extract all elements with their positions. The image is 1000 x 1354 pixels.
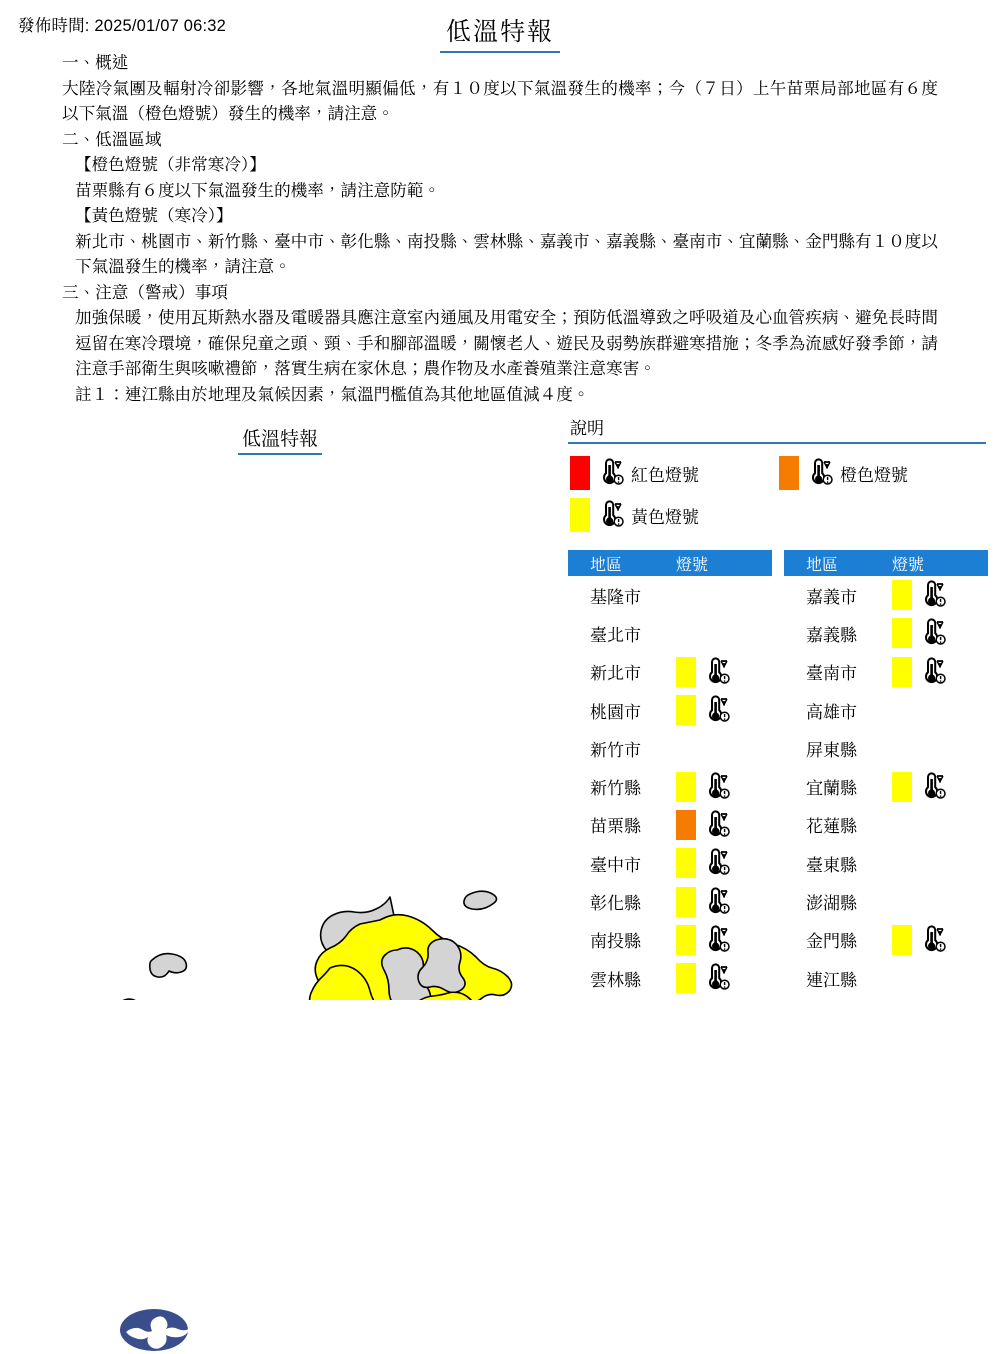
region-name: 臺北市 [590,625,641,645]
advisory-body [0,50,1000,407]
signal-swatch-yellow [676,657,696,687]
signal-cell [676,772,772,802]
table-row [784,844,988,882]
section-2-heading: 二、低溫區域 [62,129,162,149]
cwa-logo [118,1306,190,1354]
region-name: 宜蘭縣 [806,779,857,799]
footnote-1: 註１：連江縣由於地理及氣候因素，氣溫門檻值為其他地區值減４度。 [75,384,590,404]
signal-cell [676,963,772,993]
thermometer-cold-icon [701,887,731,917]
section-1-body: 大陸冷氣團及輻射冷卻影響，各地氣溫明顯偏低，有１０度以下氣溫發生的機率；今（７日）上午苗栗局部地區有６度以下氣溫（橙色燈號）發生的機率，請注意。 [62,78,938,123]
legend-title: 說明 [570,419,604,438]
region-name: 桃園市 [590,702,641,722]
region-name: 彰化縣 [590,894,641,914]
signal-cell [892,618,988,648]
region-name: 臺中市 [590,855,641,875]
legend-item-red [568,452,777,494]
table-row [784,959,988,997]
table-row [568,691,772,729]
table-row [568,767,772,805]
taiwan-alert-map [0,448,558,1000]
table-header-left [568,550,772,576]
yellow-alert-body: 新北市、桃園市、新竹縣、臺中市、彰化縣、南投縣、雲林縣、嘉義市、嘉義縣、臺南市、宜蘭縣、金門縣有１０度以下氣溫發生的機率，請注意。 [75,231,938,276]
column-header-region: 地區 [590,556,623,574]
map-region-keelung-islet [464,891,497,909]
signal-cell [676,848,772,878]
region-name: 新北市 [590,664,641,684]
thermometer-cold-icon [701,657,731,687]
thermometer-cold-icon [701,810,731,840]
table-row [568,844,772,882]
legend-label-yellow: 黃色燈號 [631,507,699,527]
region-name: 嘉義縣 [806,625,857,645]
table-row [568,806,772,844]
table-row [784,806,988,844]
table-row [784,767,988,805]
thermometer-cold-icon [701,925,731,955]
thermometer-cold-icon [701,695,731,725]
section-3-heading: 三、注意（警戒）事項 [62,282,228,302]
page-title [0,12,1000,53]
table-row [784,691,988,729]
thermometer-cold-icon [917,580,947,610]
yellow-alert-heading: 【黃色燈號（寒冷）】 [75,206,233,225]
table-row [568,882,772,920]
orange-alert-body: 苗栗縣有６度以下氣溫發生的機率，請注意防範。 [75,180,441,200]
legend-label-orange: 橙色燈號 [840,465,908,485]
legend-swatch-orange [779,456,799,490]
region-name: 雲林縣 [590,970,641,990]
section-3-body: 加強保暖，使用瓦斯熱水器及電暖器具應注意室內通風及用電安全；預防低溫導致之呼吸道及心血管疾病、避免長時間逗留在寒冷環境，確保兒童之頭、頸、手和腳部溫暖，關懷老人、遊民及弱勢族群避寒措施；冬季為流感好發季節，請注意手部衛生與咳嗽禮節，落實生病在家休息；農作物及水產養殖業注意寒害。 [75,308,938,378]
signal-swatch-yellow [892,657,912,687]
region-name: 連江縣 [806,970,857,990]
table-row [784,882,988,920]
column-header-signal: 燈號 [676,556,709,574]
thermometer-cold-icon [804,458,834,488]
signal-swatch-yellow [676,848,696,878]
orange-alert-heading: 【橙色燈號（非常寒冷）】 [75,155,266,174]
table-row [568,614,772,652]
region-name: 南投縣 [590,932,641,952]
section-1-heading: 一、概述 [62,53,129,72]
signal-swatch-orange [676,810,696,840]
table-row [784,653,988,691]
thermometer-cold-icon [595,500,625,530]
signal-swatch-yellow [892,772,912,802]
signal-swatch-yellow [892,580,912,610]
thermometer-cold-icon [701,963,731,993]
signal-cell [676,810,772,840]
region-name: 高雄市 [806,702,857,722]
signal-cell [676,695,772,725]
thermometer-cold-icon [917,772,947,802]
signal-cell [676,657,772,687]
region-table-left [568,550,772,997]
map-title-text: 低溫特報 [238,424,322,455]
table-row [568,921,772,959]
thermometer-cold-icon [595,458,625,488]
region-name: 屏東縣 [806,740,857,760]
signal-cell [676,925,772,955]
signal-cell [676,887,772,917]
signal-swatch-yellow [676,887,696,917]
map-panel [0,418,558,1000]
region-name: 臺東縣 [806,855,857,875]
page-title-text: 低溫特報 [440,12,560,53]
region-name: 金門縣 [806,932,857,952]
signal-swatch-yellow [892,618,912,648]
signal-swatch-yellow [676,772,696,802]
map-region-lienchiang-a [150,954,187,978]
signal-swatch-yellow [676,963,696,993]
table-row [784,576,988,614]
signal-cell [892,925,988,955]
table-row [784,614,988,652]
thermometer-cold-icon [917,618,947,648]
thermometer-cold-icon [917,657,947,687]
legend-list [568,452,986,536]
signal-swatch-yellow [676,925,696,955]
thermometer-cold-icon [701,772,731,802]
table-row [568,653,772,691]
region-name: 苗栗縣 [590,817,641,837]
table-row [568,576,772,614]
region-name: 花蓮縣 [806,817,857,837]
column-header-signal: 燈號 [892,556,925,574]
region-table-right [784,550,988,997]
thermometer-cold-icon [701,848,731,878]
signal-cell [892,580,988,610]
legend-and-tables-panel [568,414,988,997]
signal-swatch-yellow [676,695,696,725]
legend-item-orange [777,452,986,494]
legend-label-red: 紅色燈號 [631,465,699,485]
table-row [784,729,988,767]
region-name: 臺南市 [806,664,857,684]
region-name: 澎湖縣 [806,894,857,914]
table-header-right [784,550,988,576]
signal-swatch-yellow [892,925,912,955]
signal-cell [892,772,988,802]
column-header-region: 地區 [806,556,839,574]
region-name: 新竹市 [590,740,641,760]
table-row [568,959,772,997]
legend-swatch-yellow [570,498,590,532]
legend-divider [568,442,986,444]
region-signal-tables [568,550,988,997]
thermometer-cold-icon [917,925,947,955]
legend-swatch-red [570,456,590,490]
table-row [568,729,772,767]
region-name: 新竹縣 [590,779,641,799]
signal-cell [892,657,988,687]
legend-item-yellow [568,494,777,536]
region-name: 嘉義市 [806,587,857,607]
issued-time: 發佈時間: 2025/01/07 06:32 [18,17,227,35]
table-row [784,921,988,959]
region-name: 基隆市 [590,587,641,607]
